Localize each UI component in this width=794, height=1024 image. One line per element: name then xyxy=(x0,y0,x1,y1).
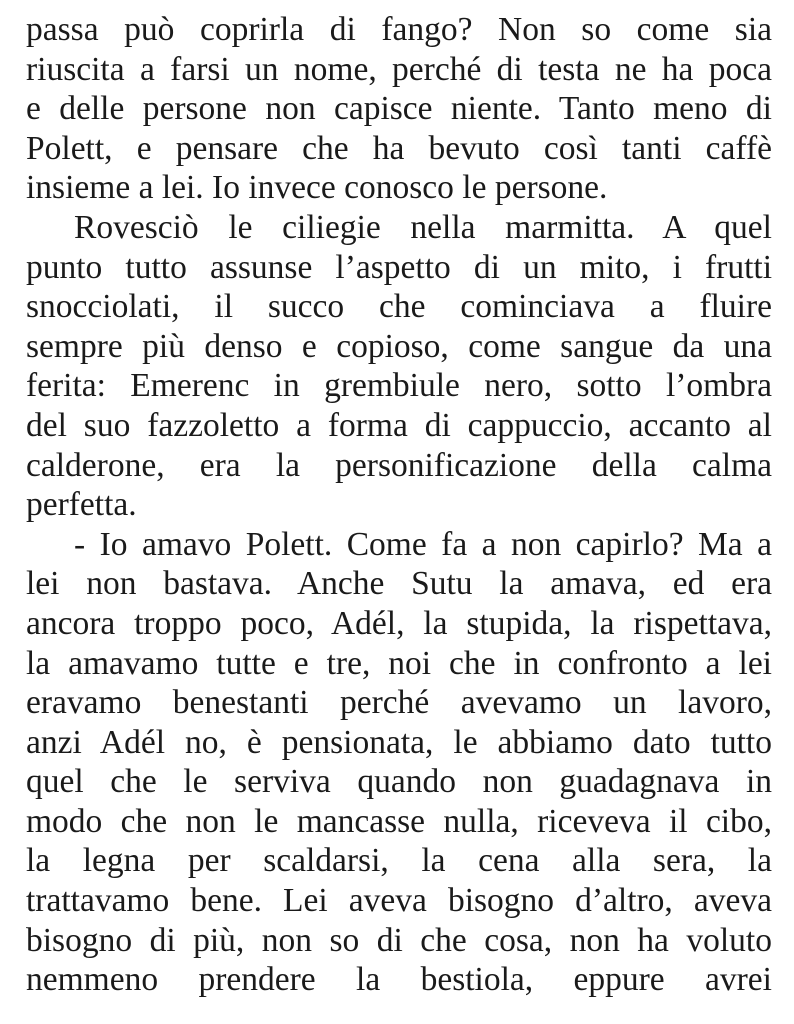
text-line: ancora troppo poco, Adél, la stupida, la rispettava, xyxy=(26,604,772,642)
text-line: perfetta. xyxy=(26,486,137,524)
text-line: anzi Adél no, è pensionata, le abbiamo dato tutto xyxy=(26,723,772,761)
paragraph xyxy=(26,208,772,525)
text-line: ferita: Emerenc in grembiule nero, sotto l’ombra xyxy=(26,367,772,405)
text-line: modo che non le mancasse nulla, riceveva il cibo, xyxy=(26,802,772,840)
text-line: trattavamo bene. Lei aveva bisogno d’altro, aveva xyxy=(26,882,772,920)
text-line: eravamo benestanti perché avevamo un lavoro, xyxy=(26,684,772,722)
text-line: Polett, e pensare che ha bevuto così tanti caffè xyxy=(26,129,772,167)
text-line: riuscita a farsi un nome, perché di testa ne ha poca xyxy=(26,50,772,88)
text-line: sempre più denso e copioso, come sangue da una xyxy=(26,327,772,365)
text-line: - Io amavo Polett. Come fa a non capirlo? Ma a xyxy=(74,525,772,563)
paragraph xyxy=(26,525,772,1000)
text-line: quel che le serviva quando non guadagnava in xyxy=(26,763,772,801)
text-line: del suo fazzoletto a forma di cappuccio, accanto al xyxy=(26,406,772,444)
text-line: nemmeno prendere la bestiola, eppure avrei xyxy=(26,961,772,999)
text-line: snocciolati, il succo che cominciava a fluire xyxy=(26,288,772,326)
text-line: e delle persone non capisce niente. Tanto meno di xyxy=(26,90,772,128)
text-line: lei non bastava. Anche Sutu la amava, ed era xyxy=(26,565,772,603)
text-line: la amavamo tutte e tre, noi che in confronto a lei xyxy=(26,644,772,682)
text-line: bisogno di più, non so di che cosa, non ha voluto xyxy=(26,921,772,959)
paragraph xyxy=(26,10,772,208)
text-line: calderone, era la personificazione della calma xyxy=(26,446,772,484)
text-line: passa può coprirla di fango? Non so come sia xyxy=(26,11,772,48)
text-line: Rovesciò le ciliegie nella marmitta. A quel xyxy=(74,208,772,246)
text-line: insieme a lei. Io invece conosco le persone. xyxy=(26,169,608,207)
text-line: punto tutto assunse l’aspetto di un mito, i frutti xyxy=(26,248,772,286)
text-line: la legna per scaldarsi, la cena alla sera, la xyxy=(26,842,772,880)
